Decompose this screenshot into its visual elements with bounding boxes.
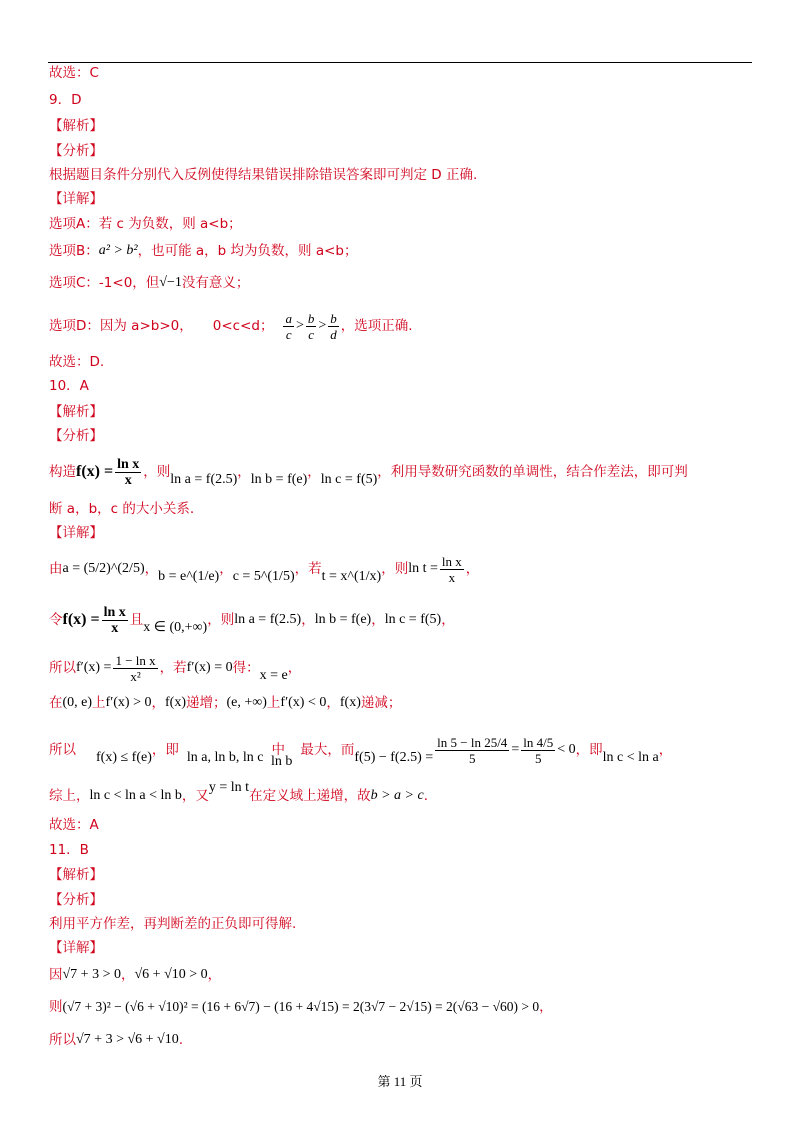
text-line: 选项B： a² > b² ，也可能 a，b 均为负数，则 a<b； [49, 243, 358, 259]
fraction: $\frac{\ln 5 - \ln 25/4}{5}$ [437, 734, 508, 766]
section-heading: 【分析】 [49, 428, 103, 444]
formula: √−1 [159, 275, 182, 290]
text-line: 故选：D. [49, 354, 105, 370]
fraction: $\frac{\text{ln x}}{x}$ [441, 553, 462, 585]
text-line: 因 √7 + 3 > 0 ， √6 + √10 > 0 ， [49, 967, 222, 983]
question-number: 9．D [49, 92, 82, 108]
fraction: $\frac{b}{c}$ [307, 310, 315, 342]
text-line: 令 f(x) = $\frac{\text{ln x}}{x}$ 且 x ∈ (0,+∞) ，则 ln a = f(2.5) ， ln b = f(e) ， ln c = f(5) ， [49, 604, 455, 636]
question-number: 10．A [49, 378, 89, 394]
text-line: 选项A：若 c 为负数，则 a<b； [49, 216, 242, 232]
text-line: 根据题目条件分别代入反例使得结果错误排除错误答案即可判定 D 正确. [49, 167, 478, 183]
section-heading: 【解析】 [49, 404, 103, 420]
section-heading: 【解析】 [49, 867, 103, 883]
text-line: 故选：A [49, 817, 99, 833]
section-heading: 【详解】 [49, 191, 103, 207]
section-heading: 【分析】 [49, 143, 103, 159]
text-line: 所以 √7 + 3 > √6 + √10 . [49, 1032, 184, 1048]
text-line: 断 a，b，c 的大小关系. [49, 501, 195, 517]
text-line: 故选：C [49, 65, 99, 81]
formula: a² > b² [98, 243, 138, 258]
text-line: 所以 f′(x) = $\frac{\text{1 − ln x}}{\text{x²}}$ ，若 f′(x) = 0 得： x = e ， [49, 652, 302, 684]
fraction: $\frac{\text{1 − ln x}}{\text{x²}}$ [115, 652, 156, 684]
text-line: 选项D：因为 a>b>0， 0<c<d； $\frac{a}{c}$ > $\frac{b}{c}$ > $\frac{b}{d}$ ，选项正确. [49, 310, 413, 342]
fraction: $\frac{\ln 4/5}{5}$ [523, 734, 554, 766]
text-line: 所以 f(x) ≤ f(e) ，即 ln a, ln b, ln c 中 ln b 最大，而 f(5) − f(2.5) = $\frac{\ln 5 - \ln 25/4}{5}$ = $\frac{\ln 4/5}{5}$ < 0 ，即 ln c < ln a ， [49, 734, 673, 769]
page-number: 第 11 页 [377, 1074, 423, 1089]
text-line: 则 (√7 + 3)² − (√6 + √10)² = (16 + 6√7) − (16 + 4√15) = 2(3√7 − 2√15) = 2(√63 − √60) > 0 ， [49, 999, 553, 1015]
header-rule [48, 62, 752, 63]
fraction: $\frac{\text{ln x}}{x}$ [103, 604, 126, 636]
section-heading: 【解析】 [49, 118, 103, 134]
text-line: 由 a = (5/2)^(2/5) ， b = e^(1/e) ， c = 5^(1/5) ，若 t = x^(1/x) ，则 ln t = $\frac{\text{ln x}}{x}$ ， [49, 553, 480, 585]
text-line: 综上， ln c < ln a < ln b ，又 y = ln t 在定义域上递增，故 b > a > c . [49, 780, 428, 804]
section-heading: 【详解】 [49, 940, 103, 956]
fraction: $\frac{a}{c}$ [285, 310, 292, 342]
text-line: 在 (0, e) 上 f′(x) > 0 ， f(x) 递增； (e, +∞) 上 f′(x) < 0 ， f(x) 递减； [49, 695, 402, 711]
fraction: $\frac{b}{d}$ [330, 310, 337, 342]
text-line: 选项C：-1<0，但 √−1 没有意义； [49, 275, 250, 291]
section-heading: 【分析】 [49, 892, 103, 908]
fraction: $\frac{\text{ln x}}{x}$ [117, 456, 140, 488]
text-line: 构造 f(x) = $\frac{\text{ln x}}{x}$ ，则 ln a = f(2.5) ， ln b = f(e) ， ln c = f(5) ，利用导数研究函数的单调性，结合作差法，即可判 [49, 456, 688, 488]
section-heading: 【详解】 [49, 525, 103, 541]
question-number: 11．B [49, 842, 89, 858]
text-line: 利用平方作差，再判断差的正负即可得解. [49, 916, 297, 932]
